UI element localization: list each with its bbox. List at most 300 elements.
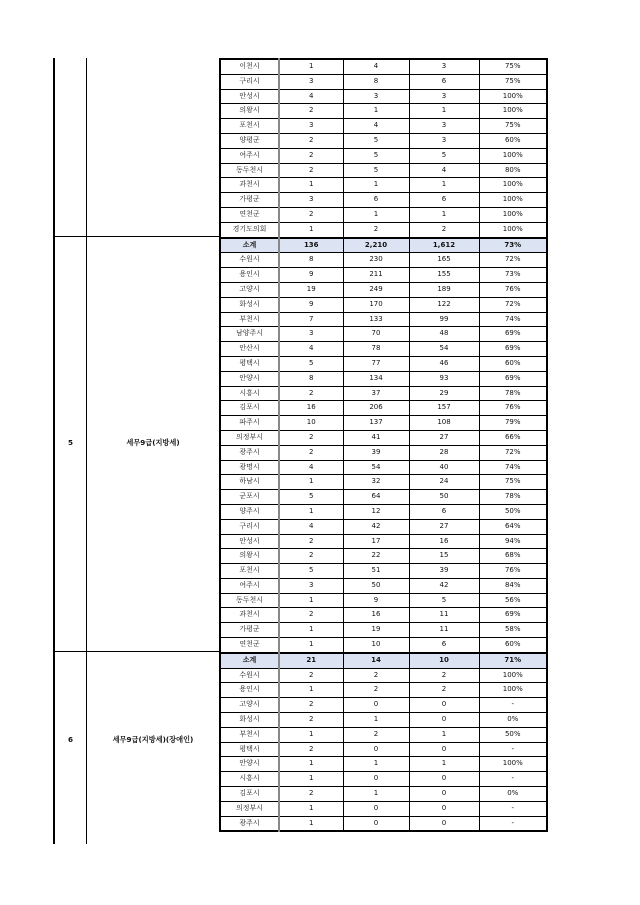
subtotal-applicants: 14 xyxy=(343,653,409,668)
attendance-rate-cell: 0% xyxy=(479,713,547,728)
table-row xyxy=(220,534,547,549)
test-takers-cell: 6 xyxy=(409,504,479,519)
applicants-cell: 1 xyxy=(343,787,409,802)
positions-cell: 2 xyxy=(279,148,343,163)
applicants-cell: 2 xyxy=(343,222,409,237)
attendance-rate-cell: 78% xyxy=(479,386,547,401)
group-divider xyxy=(53,236,219,238)
table-row xyxy=(220,297,547,312)
attendance-rate-cell: 75% xyxy=(479,59,547,74)
positions-cell: 10 xyxy=(279,416,343,431)
applicants-cell: 77 xyxy=(343,356,409,371)
table-row xyxy=(220,445,547,460)
positions-cell: 8 xyxy=(279,253,343,268)
table-row xyxy=(220,430,547,445)
attendance-rate-cell: 100% xyxy=(479,104,547,119)
table-row xyxy=(220,416,547,431)
positions-cell: 2 xyxy=(279,163,343,178)
positions-cell: 1 xyxy=(279,801,343,816)
test-takers-cell: 157 xyxy=(409,401,479,416)
test-takers-cell: 3 xyxy=(409,89,479,104)
table-row xyxy=(220,312,547,327)
table-row xyxy=(220,386,547,401)
subtotal-test-takers: 10 xyxy=(409,653,479,668)
region-name-cell: 가평군 xyxy=(220,623,279,638)
test-takers-cell: 5 xyxy=(409,148,479,163)
positions-cell: 3 xyxy=(279,193,343,208)
region-name-cell: 부천시 xyxy=(220,727,279,742)
table-row xyxy=(220,178,547,193)
table-row xyxy=(220,593,547,608)
region-name-cell: 의정부시 xyxy=(220,430,279,445)
test-takers-cell: 3 xyxy=(409,59,479,74)
positions-cell: 1 xyxy=(279,593,343,608)
positions-cell: 2 xyxy=(279,207,343,222)
test-takers-cell: 108 xyxy=(409,416,479,431)
applicants-cell: 39 xyxy=(343,445,409,460)
region-name-cell: 안산시 xyxy=(220,342,279,357)
attendance-rate-cell: 100% xyxy=(479,222,547,237)
table-row xyxy=(220,668,547,683)
attendance-rate-cell: 72% xyxy=(479,253,547,268)
applicants-cell: 0 xyxy=(343,742,409,757)
table-row xyxy=(220,801,547,816)
region-name-cell: 광주시 xyxy=(220,445,279,460)
region-name-cell: 남양주시 xyxy=(220,327,279,342)
test-takers-cell: 0 xyxy=(409,816,479,831)
table-row xyxy=(220,683,547,698)
table-row xyxy=(220,504,547,519)
positions-cell: 2 xyxy=(279,430,343,445)
test-takers-cell: 24 xyxy=(409,475,479,490)
positions-cell: 19 xyxy=(279,282,343,297)
subtotal-row xyxy=(220,238,547,253)
test-takers-cell: 1 xyxy=(409,104,479,119)
test-takers-cell: 0 xyxy=(409,742,479,757)
subtotal-row xyxy=(220,653,547,668)
positions-cell: 2 xyxy=(279,386,343,401)
region-name-cell: 부천시 xyxy=(220,312,279,327)
applicants-cell: 16 xyxy=(343,608,409,623)
test-takers-cell: 28 xyxy=(409,445,479,460)
region-name-cell: 양평군 xyxy=(220,133,279,148)
test-takers-cell: 27 xyxy=(409,430,479,445)
attendance-rate-cell: 56% xyxy=(479,593,547,608)
region-name-cell: 포천시 xyxy=(220,564,279,579)
attendance-rate-cell: 58% xyxy=(479,623,547,638)
subtotal-applicants: 2,210 xyxy=(343,238,409,253)
subtotal-positions: 136 xyxy=(279,238,343,253)
test-takers-cell: 6 xyxy=(409,638,479,653)
positions-cell: 2 xyxy=(279,549,343,564)
region-name-cell: 시흥시 xyxy=(220,386,279,401)
applicants-cell: 249 xyxy=(343,282,409,297)
test-takers-cell: 165 xyxy=(409,253,479,268)
applicants-cell: 54 xyxy=(343,460,409,475)
table-row xyxy=(220,772,547,787)
region-name-cell: 동두천시 xyxy=(220,163,279,178)
attendance-rate-cell: 74% xyxy=(479,460,547,475)
region-name-cell: 경기도의회 xyxy=(220,222,279,237)
positions-cell: 1 xyxy=(279,623,343,638)
region-name-cell: 의왕시 xyxy=(220,104,279,119)
table-row xyxy=(220,59,547,74)
applicants-cell: 6 xyxy=(343,193,409,208)
applicants-cell: 1 xyxy=(343,207,409,222)
region-name-cell: 광명시 xyxy=(220,460,279,475)
table-row xyxy=(220,253,547,268)
test-takers-cell: 0 xyxy=(409,801,479,816)
test-takers-cell: 122 xyxy=(409,297,479,312)
region-name-cell: 양주시 xyxy=(220,504,279,519)
table-row xyxy=(220,787,547,802)
applicants-cell: 51 xyxy=(343,564,409,579)
attendance-rate-cell: 78% xyxy=(479,490,547,505)
positions-cell: 1 xyxy=(279,475,343,490)
test-takers-cell: 0 xyxy=(409,772,479,787)
region-name-cell: 김포시 xyxy=(220,401,279,416)
attendance-rate-cell: 76% xyxy=(479,564,547,579)
attendance-rate-cell: 84% xyxy=(479,578,547,593)
positions-cell: 2 xyxy=(279,133,343,148)
test-takers-cell: 99 xyxy=(409,312,479,327)
test-takers-cell: 0 xyxy=(409,713,479,728)
region-name-cell: 구리시 xyxy=(220,519,279,534)
positions-cell: 9 xyxy=(279,268,343,283)
region-name-cell: 동두천시 xyxy=(220,593,279,608)
applicants-cell: 22 xyxy=(343,549,409,564)
table-row xyxy=(220,475,547,490)
attendance-rate-cell: 76% xyxy=(479,401,547,416)
positions-cell: 2 xyxy=(279,713,343,728)
positions-cell: 8 xyxy=(279,371,343,386)
region-name-cell: 시흥시 xyxy=(220,772,279,787)
attendance-rate-cell: 68% xyxy=(479,549,547,564)
positions-cell: 2 xyxy=(279,445,343,460)
positions-cell: 1 xyxy=(279,772,343,787)
table-row xyxy=(220,356,547,371)
positions-cell: 1 xyxy=(279,757,343,772)
attendance-rate-cell: 64% xyxy=(479,519,547,534)
applicants-cell: 41 xyxy=(343,430,409,445)
test-takers-cell: 16 xyxy=(409,534,479,549)
table-row xyxy=(220,638,547,653)
applicants-cell: 1 xyxy=(343,178,409,193)
test-takers-cell: 40 xyxy=(409,460,479,475)
attendance-rate-cell: 100% xyxy=(479,178,547,193)
positions-cell: 1 xyxy=(279,504,343,519)
positions-cell: 5 xyxy=(279,490,343,505)
test-takers-cell: 3 xyxy=(409,133,479,148)
table-row xyxy=(220,193,547,208)
region-name-cell: 가평군 xyxy=(220,193,279,208)
applicants-cell: 9 xyxy=(343,593,409,608)
region-name-cell: 평택시 xyxy=(220,742,279,757)
applicants-cell: 0 xyxy=(343,816,409,831)
applicants-cell: 70 xyxy=(343,327,409,342)
table-row xyxy=(220,727,547,742)
applicants-cell: 5 xyxy=(343,133,409,148)
subtotal-test-takers: 1,612 xyxy=(409,238,479,253)
table-row xyxy=(220,713,547,728)
applicants-cell: 230 xyxy=(343,253,409,268)
table-row xyxy=(220,564,547,579)
region-name-cell: 안성시 xyxy=(220,89,279,104)
group-number: 5 xyxy=(67,438,73,448)
attendance-rate-cell: 94% xyxy=(479,534,547,549)
attendance-rate-cell: 50% xyxy=(479,727,547,742)
applicants-cell: 64 xyxy=(343,490,409,505)
region-name-cell: 안성시 xyxy=(220,534,279,549)
table-row xyxy=(220,222,547,237)
test-takers-cell: 6 xyxy=(409,74,479,89)
applicants-cell: 42 xyxy=(343,519,409,534)
attendance-rate-cell: 76% xyxy=(479,282,547,297)
test-takers-cell: 5 xyxy=(409,593,479,608)
region-name-cell: 연천군 xyxy=(220,638,279,653)
attendance-rate-cell: 69% xyxy=(479,342,547,357)
positions-cell: 4 xyxy=(279,519,343,534)
positions-cell: 9 xyxy=(279,297,343,312)
attendance-rate-cell: 100% xyxy=(479,668,547,683)
applicants-cell: 170 xyxy=(343,297,409,312)
positions-cell: 1 xyxy=(279,638,343,653)
table-row xyxy=(220,119,547,134)
test-takers-cell: 29 xyxy=(409,386,479,401)
table-row xyxy=(220,282,547,297)
positions-cell: 5 xyxy=(279,564,343,579)
group-title: 세무9급(지방세) xyxy=(126,438,180,448)
test-takers-cell: 2 xyxy=(409,668,479,683)
positions-cell: 4 xyxy=(279,89,343,104)
table-row xyxy=(220,401,547,416)
test-takers-cell: 50 xyxy=(409,490,479,505)
applicants-cell: 0 xyxy=(343,772,409,787)
test-takers-cell: 2 xyxy=(409,222,479,237)
region-name-cell: 여주시 xyxy=(220,148,279,163)
positions-cell: 1 xyxy=(279,178,343,193)
positions-cell: 4 xyxy=(279,460,343,475)
attendance-rate-cell: 100% xyxy=(479,89,547,104)
test-takers-cell: 11 xyxy=(409,623,479,638)
attendance-rate-cell: 100% xyxy=(479,207,547,222)
positions-cell: 1 xyxy=(279,816,343,831)
positions-cell: 1 xyxy=(279,222,343,237)
group-number: 6 xyxy=(67,734,73,744)
test-takers-cell: 189 xyxy=(409,282,479,297)
applicants-cell: 8 xyxy=(343,74,409,89)
region-name-cell: 화성시 xyxy=(220,713,279,728)
positions-cell: 3 xyxy=(279,74,343,89)
subtotal-attendance-rate: 73% xyxy=(479,238,547,253)
attendance-rate-cell: - xyxy=(479,801,547,816)
test-takers-cell: 11 xyxy=(409,608,479,623)
attendance-rate-cell: 100% xyxy=(479,148,547,163)
group-column-divider xyxy=(86,58,87,844)
table-row xyxy=(220,148,547,163)
group-divider xyxy=(53,651,219,653)
positions-cell: 2 xyxy=(279,787,343,802)
region-name-cell: 용인시 xyxy=(220,683,279,698)
applicants-cell: 37 xyxy=(343,386,409,401)
region-name-cell: 안양시 xyxy=(220,371,279,386)
region-name-cell: 파주시 xyxy=(220,416,279,431)
region-name-cell: 여주시 xyxy=(220,578,279,593)
test-takers-cell: 1 xyxy=(409,757,479,772)
applicants-cell: 1 xyxy=(343,757,409,772)
positions-cell: 5 xyxy=(279,356,343,371)
test-takers-cell: 1 xyxy=(409,178,479,193)
applicants-cell: 133 xyxy=(343,312,409,327)
table-row xyxy=(220,104,547,119)
recruitment-table xyxy=(219,58,548,832)
attendance-rate-cell: 75% xyxy=(479,119,547,134)
table-row xyxy=(220,549,547,564)
positions-cell: 3 xyxy=(279,578,343,593)
applicants-cell: 5 xyxy=(343,148,409,163)
applicants-cell: 1 xyxy=(343,104,409,119)
applicants-cell: 5 xyxy=(343,163,409,178)
table-row xyxy=(220,342,547,357)
attendance-rate-cell: 75% xyxy=(479,74,547,89)
positions-cell: 7 xyxy=(279,312,343,327)
attendance-rate-cell: 100% xyxy=(479,757,547,772)
test-takers-cell: 15 xyxy=(409,549,479,564)
table-row xyxy=(220,268,547,283)
positions-cell: 1 xyxy=(279,683,343,698)
attendance-rate-cell: 72% xyxy=(479,297,547,312)
applicants-cell: 17 xyxy=(343,534,409,549)
attendance-rate-cell: 69% xyxy=(479,608,547,623)
region-name-cell: 수원시 xyxy=(220,253,279,268)
table-row xyxy=(220,327,547,342)
table-row xyxy=(220,207,547,222)
attendance-rate-cell: 60% xyxy=(479,356,547,371)
attendance-rate-cell: 72% xyxy=(479,445,547,460)
test-takers-cell: 1 xyxy=(409,727,479,742)
attendance-rate-cell: 66% xyxy=(479,430,547,445)
test-takers-cell: 93 xyxy=(409,371,479,386)
table-row xyxy=(220,163,547,178)
attendance-rate-cell: 75% xyxy=(479,475,547,490)
table-row xyxy=(220,460,547,475)
applicants-cell: 10 xyxy=(343,638,409,653)
test-takers-cell: 6 xyxy=(409,193,479,208)
test-takers-cell: 0 xyxy=(409,698,479,713)
region-name-cell: 수원시 xyxy=(220,668,279,683)
attendance-rate-cell: 69% xyxy=(479,327,547,342)
positions-cell: 2 xyxy=(279,698,343,713)
region-name-cell: 연천군 xyxy=(220,207,279,222)
group-title: 세무9급(지방세)(장애인) xyxy=(112,734,194,744)
table-row xyxy=(220,757,547,772)
table-row xyxy=(220,816,547,831)
positions-cell: 2 xyxy=(279,104,343,119)
subtotal-attendance-rate: 71% xyxy=(479,653,547,668)
attendance-rate-cell: 100% xyxy=(479,683,547,698)
region-name-cell: 고양시 xyxy=(220,698,279,713)
test-takers-cell: 1 xyxy=(409,207,479,222)
region-name-cell: 의왕시 xyxy=(220,549,279,564)
positions-cell: 2 xyxy=(279,668,343,683)
applicants-cell: 4 xyxy=(343,59,409,74)
applicants-cell: 1 xyxy=(343,713,409,728)
table-row xyxy=(220,371,547,386)
applicants-cell: 134 xyxy=(343,371,409,386)
positions-cell: 2 xyxy=(279,534,343,549)
test-takers-cell: 0 xyxy=(409,787,479,802)
attendance-rate-cell: - xyxy=(479,742,547,757)
attendance-rate-cell: - xyxy=(479,772,547,787)
region-name-cell: 고양시 xyxy=(220,282,279,297)
region-name-cell: 의정부시 xyxy=(220,801,279,816)
applicants-cell: 2 xyxy=(343,668,409,683)
positions-cell: 4 xyxy=(279,342,343,357)
region-name-cell: 과천시 xyxy=(220,178,279,193)
table-row xyxy=(220,89,547,104)
table-row xyxy=(220,519,547,534)
test-takers-cell: 42 xyxy=(409,578,479,593)
applicants-cell: 12 xyxy=(343,504,409,519)
applicants-cell: 32 xyxy=(343,475,409,490)
table-row xyxy=(220,490,547,505)
attendance-rate-cell: 74% xyxy=(479,312,547,327)
attendance-rate-cell: 60% xyxy=(479,638,547,653)
attendance-rate-cell: 100% xyxy=(479,193,547,208)
table-row xyxy=(220,698,547,713)
region-name-cell: 안양시 xyxy=(220,757,279,772)
test-takers-cell: 54 xyxy=(409,342,479,357)
test-takers-cell: 48 xyxy=(409,327,479,342)
attendance-rate-cell: 79% xyxy=(479,416,547,431)
applicants-cell: 19 xyxy=(343,623,409,638)
applicants-cell: 2 xyxy=(343,683,409,698)
region-name-cell: 구리시 xyxy=(220,74,279,89)
positions-cell: 2 xyxy=(279,608,343,623)
region-name-cell: 이천시 xyxy=(220,59,279,74)
applicants-cell: 3 xyxy=(343,89,409,104)
test-takers-cell: 4 xyxy=(409,163,479,178)
attendance-rate-cell: 50% xyxy=(479,504,547,519)
region-name-cell: 화성시 xyxy=(220,297,279,312)
region-name-cell: 광주시 xyxy=(220,816,279,831)
subtotal-positions: 21 xyxy=(279,653,343,668)
region-name-cell: 하남시 xyxy=(220,475,279,490)
region-name-cell: 과천시 xyxy=(220,608,279,623)
test-takers-cell: 155 xyxy=(409,268,479,283)
applicants-cell: 0 xyxy=(343,698,409,713)
attendance-rate-cell: 69% xyxy=(479,371,547,386)
attendance-rate-cell: 73% xyxy=(479,268,547,283)
attendance-rate-cell: 60% xyxy=(479,133,547,148)
table-row xyxy=(220,623,547,638)
region-name-cell: 군포시 xyxy=(220,490,279,505)
positions-cell: 1 xyxy=(279,59,343,74)
test-takers-cell: 2 xyxy=(409,683,479,698)
region-name-cell: 평택시 xyxy=(220,356,279,371)
subtotal-region-name: 소계 xyxy=(220,238,279,253)
applicants-cell: 78 xyxy=(343,342,409,357)
positions-cell: 16 xyxy=(279,401,343,416)
positions-cell: 2 xyxy=(279,742,343,757)
positions-cell: 3 xyxy=(279,119,343,134)
positions-cell: 3 xyxy=(279,327,343,342)
applicants-cell: 50 xyxy=(343,578,409,593)
table-row xyxy=(220,742,547,757)
test-takers-cell: 27 xyxy=(409,519,479,534)
region-name-cell: 용인시 xyxy=(220,268,279,283)
attendance-rate-cell: - xyxy=(479,698,547,713)
